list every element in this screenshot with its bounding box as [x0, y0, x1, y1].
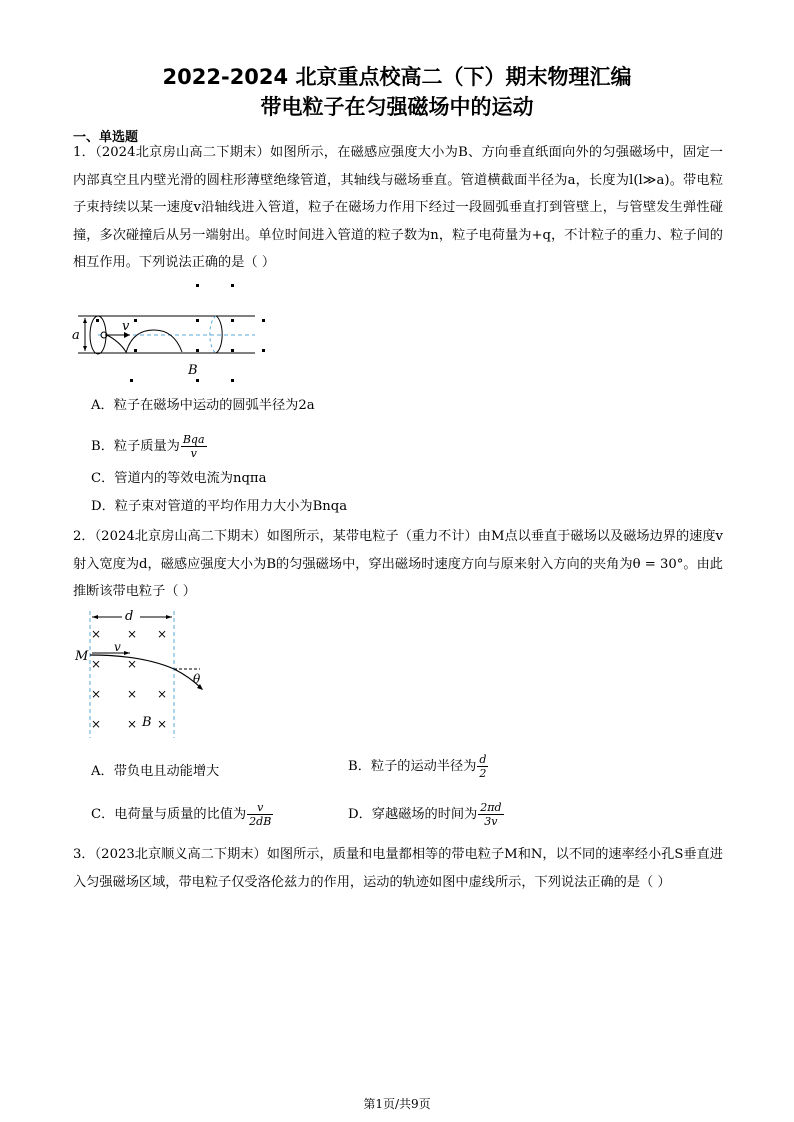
cross-mark: × — [91, 687, 102, 701]
fraction — [477, 753, 488, 780]
question-2 — [73, 523, 723, 606]
fraction — [181, 433, 207, 460]
figure-label-d: d — [125, 609, 134, 624]
section-heading: 一、单选题 — [73, 130, 139, 145]
q1-option-a: A．粒子在磁场中运动的圆弧半径为2a — [91, 398, 315, 413]
fraction — [478, 801, 503, 828]
question-3 — [73, 841, 723, 896]
figure-label-b: B — [142, 715, 152, 730]
q2-option-d-label: D．穿越磁场的时间为 — [348, 807, 478, 822]
figure-label-v: v — [122, 319, 130, 334]
fraction-numerator: d — [479, 753, 487, 766]
fraction-numerator: 2πd — [480, 801, 502, 814]
q1-option-c: C．管道内的等效电流为nqπa — [91, 471, 267, 486]
q2-option-c — [91, 801, 273, 828]
cross-mark: × — [91, 657, 102, 671]
cross-mark: × — [157, 687, 168, 701]
figure-label-m: M — [75, 649, 89, 664]
q2-option-a: A．带负电且动能增大 — [91, 764, 220, 779]
figure-label-theta: θ — [193, 672, 201, 686]
fraction-numerator: Bqa — [182, 433, 205, 446]
fraction-denominator: 2 — [479, 767, 487, 780]
question-3-text: 3．（2023北京顺义高二下期末）如图所示，质量和电量都相等的带电粒子M和N，以不同的速率经小孔S垂直进入匀强磁场区域，带电粒子仅受洛伦兹力的作用，运动的轨迹如图中虚线所示，下列说法正确的是（ ） — [73, 847, 723, 890]
fraction — [247, 801, 273, 828]
cross-mark: × — [91, 627, 102, 641]
fraction-denominator: 2dB — [249, 815, 272, 828]
fraction-denominator: 3v — [484, 815, 498, 828]
cross-mark: × — [127, 687, 138, 701]
cross-mark: × — [127, 717, 138, 731]
document-subtitle: 带电粒子在匀强磁场中的运动 — [260, 95, 534, 119]
q1-option-d: D．粒子束对管道的平均作用力大小为Bnqa — [91, 499, 348, 514]
cross-mark: × — [157, 717, 168, 731]
figure-label-a: a — [72, 328, 80, 343]
question-1-figure — [70, 282, 270, 382]
question-2-figure — [72, 605, 217, 740]
figure-label-b: B — [188, 363, 198, 378]
document-title: 2022-2024 北京重点校高二（下）期末物理汇编 — [162, 65, 632, 89]
q1-option-b — [91, 433, 207, 460]
figure-label-v: v — [114, 640, 121, 654]
cross-mark: × — [127, 627, 138, 641]
q2-option-b — [348, 753, 488, 780]
cross-mark: × — [157, 627, 168, 641]
q2-option-b-label: B．粒子的运动半径为 — [348, 759, 477, 774]
cross-mark: × — [127, 657, 138, 671]
cross-mark: × — [91, 717, 102, 731]
q2-option-d — [348, 801, 504, 828]
q1-option-b-label: B．粒子质量为 — [91, 439, 180, 454]
question-1 — [73, 139, 723, 277]
question-1-text: 1．（2024北京房山高二下期末）如图所示，在磁感应强度大小为B、方向垂直纸面向外的匀强磁场中，固定一内部真空且内壁光滑的圆柱形薄壁绝缘管道，其轴线与磁场垂直。管道横截面半径为a，长度为l(l≫a)。带电粒子束持续以某一速度v沿轴线进入管道，粒子在磁场力作用下经过一段圆弧垂直打到管壁上，与管壁发生弹性碰撞，多次碰撞后从另一端射出。单位时间进入管道的粒子数为n，粒子电荷量为+q，不计粒子的重力、粒子间的相互作用。下列说法正确的是（ ） — [73, 145, 723, 270]
fraction-numerator: v — [247, 801, 273, 815]
q2-option-c-label: C．电荷量与质量的比值为 — [91, 807, 247, 822]
page-footer: 第1页/共9页 — [363, 1097, 431, 1111]
fraction-denominator: v — [190, 447, 197, 460]
question-2-text: 2．（2024北京房山高二下期末）如图所示，某带电粒子（重力不计）由M点以垂直于磁场以及磁场边界的速度v射入宽度为d，磁感应强度大小为B的匀强磁场中，穿出磁场时速度方向与原来射入方向的夹角为θ = 30°。由此推断该带电粒子（ ） — [73, 529, 723, 599]
